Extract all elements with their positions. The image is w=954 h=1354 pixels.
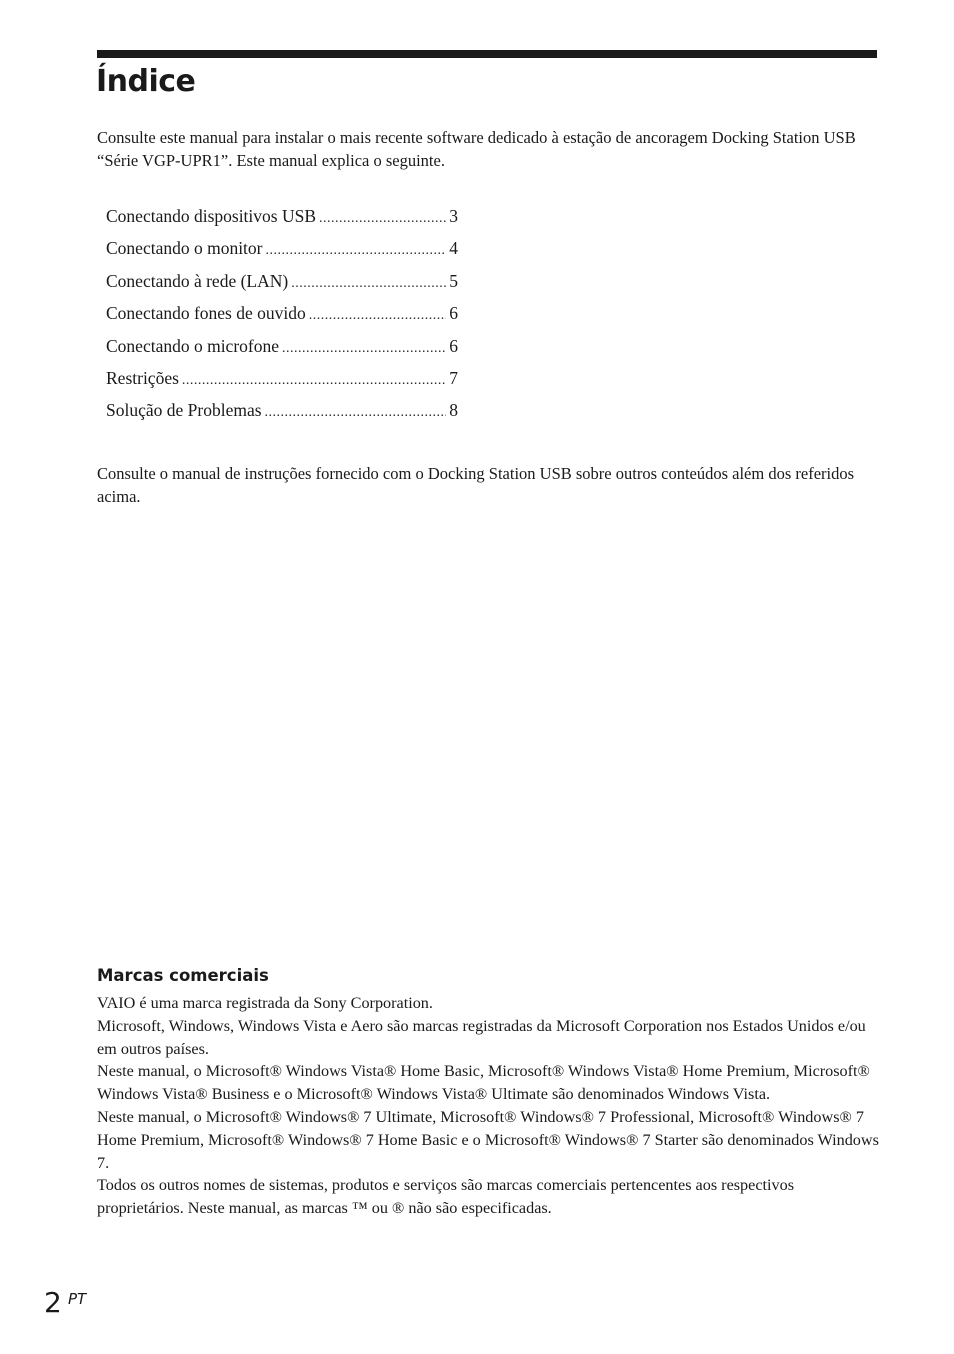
toc-item[interactable] <box>106 397 458 429</box>
toc-item-label: Restrições <box>106 367 179 388</box>
trademark-line: Microsoft, Windows, Windows Vista e Aero são marcas registradas da Microsoft Corporation nos Estados Unidos e/ou em outros países. <box>97 1016 866 1058</box>
page-title: Índice <box>96 64 196 99</box>
toc-item-page: 5 <box>449 270 458 291</box>
toc-item-label: Conectando o microfone <box>106 335 280 356</box>
toc-dot-leader <box>291 271 446 297</box>
trademark-line: Neste manual, o Microsoft® Windows Vista® Home Basic, Microsoft® Windows Vista® Home Premium, Microsoft® Windows Vista® Business e o Microsoft® Windows Vista® Ultimate são denominados Windows Vista. <box>97 1062 870 1104</box>
toc-item-page: 3 <box>449 206 458 226</box>
toc-item[interactable] <box>106 300 458 332</box>
toc-dot-leader <box>182 368 446 394</box>
intro-paragraph: Consulte este manual para instalar o mais recente software dedicado à estação de ancoragem Docking Station USB “Série VGP-UPR1”. Este manual explica o seguinte. <box>97 128 856 170</box>
toc-item[interactable] <box>106 235 458 267</box>
toc-item-label: Conectando o monitor <box>106 238 263 259</box>
toc-item-label: Solução de Problemas <box>106 400 262 421</box>
toc-item-label: Conectando dispositivos USB <box>106 206 317 226</box>
toc-item[interactable] <box>106 268 458 300</box>
header-rule <box>97 50 877 58</box>
toc-item-page: 8 <box>449 400 458 421</box>
toc-dot-leader <box>282 336 446 362</box>
toc-item-page: 6 <box>449 335 458 356</box>
table-of-contents <box>106 203 458 430</box>
toc-item-page: 6 <box>449 303 458 324</box>
trademark-line: VAIO é uma marca registrada da Sony Corporation. <box>97 994 433 1012</box>
toc-dot-leader <box>266 238 447 264</box>
toc-item-page: 4 <box>449 238 458 259</box>
toc-item-label: Conectando fones de ouvido <box>106 303 306 324</box>
page-language-code: PT <box>68 1290 87 1308</box>
toc-dot-leader <box>265 400 447 426</box>
toc-item-page: 7 <box>449 367 458 388</box>
toc-dot-leader <box>309 303 447 329</box>
outro-paragraph: Consulte o manual de instruções fornecido com o Docking Station USB sobre outros conteúdos além dos referidos acima. <box>97 464 855 506</box>
toc-dot-leader <box>319 206 446 232</box>
toc-item-label: Conectando à rede (LAN) <box>106 270 289 291</box>
page-number: 2 <box>44 1286 62 1319</box>
toc-item[interactable] <box>106 333 458 365</box>
trademarks-body <box>97 992 879 1220</box>
trademark-line: Todos os outros nomes de sistemas, produtos e serviços são marcas comerciais pertencentes aos respectivos proprietários. Neste manual, as marcas ™ ou ® não são especificadas. <box>97 1176 794 1218</box>
trademarks-heading: Marcas comerciais <box>97 966 269 985</box>
trademark-line: Neste manual, o Microsoft® Windows® 7 Ultimate, Microsoft® Windows® 7 Professional, Microsoft® Windows® 7 Home Premium, Microsoft® Windows® 7 Home Basic e o Microsoft® Windows® 7 Starter são denominados Windows 7. <box>97 1107 879 1172</box>
toc-item[interactable] <box>106 365 458 397</box>
toc-item[interactable] <box>106 203 458 235</box>
